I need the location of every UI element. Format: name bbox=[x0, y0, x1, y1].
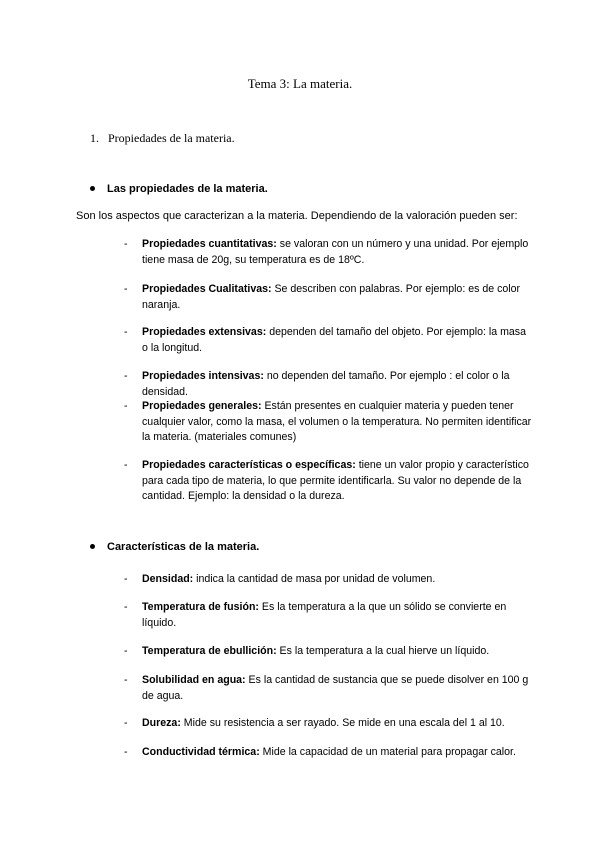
bullet-icon bbox=[90, 544, 95, 549]
item-desc: Se describen con palabras. Por ejemplo: es de color naranja. bbox=[142, 283, 521, 311]
item-term: Propiedades generales: bbox=[142, 400, 262, 412]
dash-marker: - bbox=[124, 459, 128, 471]
item-term: Propiedades Cualitativas: bbox=[142, 283, 272, 295]
dash-marker: - bbox=[124, 326, 128, 338]
item-term: Dureza: bbox=[142, 717, 181, 729]
item-desc: Mide la capacidad de un material para propagar calor. bbox=[259, 746, 516, 758]
item-desc: Es la temperatura a la cual hierve un líquido. bbox=[276, 645, 490, 657]
item-term: Propiedades intensivas: bbox=[142, 370, 264, 382]
section-heading-characteristics bbox=[90, 541, 259, 553]
dash-marker: - bbox=[124, 645, 128, 657]
bullet-icon bbox=[90, 186, 95, 191]
list-item bbox=[124, 325, 534, 356]
section-heading-properties bbox=[90, 183, 268, 195]
item-term: Propiedades características o específicas: bbox=[142, 459, 356, 471]
list-item bbox=[124, 237, 534, 268]
list-item bbox=[124, 644, 534, 660]
dash-marker: - bbox=[124, 573, 128, 585]
item-desc: Es la temperatura a la que un sólido se convierte en líquido. bbox=[142, 601, 507, 629]
dash-marker: - bbox=[124, 746, 128, 758]
section-heading-text: Características de la materia. bbox=[107, 541, 260, 553]
item-term: Propiedades extensivas: bbox=[142, 326, 267, 338]
list-item bbox=[124, 369, 534, 400]
dash-marker: - bbox=[124, 238, 128, 250]
item-term: Conductividad térmica: bbox=[142, 746, 260, 758]
list-item bbox=[124, 673, 534, 704]
item-desc: Mide su resistencia a ser rayado. Se mide en una escala del 1 al 10. bbox=[180, 717, 505, 729]
dash-marker: - bbox=[124, 283, 128, 295]
list-item bbox=[124, 745, 534, 761]
item-term: Temperatura de ebullición: bbox=[142, 645, 277, 657]
item-desc: tiene un valor propio y característico para cada tipo de materia, lo que permite identificarla. Su valor no depende de la cantidad. Ejemplo: la densidad o la dureza. bbox=[142, 459, 529, 502]
numbered-heading bbox=[90, 131, 235, 146]
list-item bbox=[124, 716, 534, 732]
list-item bbox=[124, 282, 534, 313]
item-desc: Es la cantidad de sustancia que se puede disolver en 100 g de agua. bbox=[142, 674, 529, 702]
heading-number: 1. bbox=[90, 131, 99, 145]
dash-marker: - bbox=[124, 601, 128, 613]
section-heading-text: Las propiedades de la materia. bbox=[107, 183, 268, 195]
list-item bbox=[124, 600, 534, 631]
page-title: Tema 3: La materia. bbox=[247, 76, 353, 91]
item-desc: se valoran con un número y una unidad. Por ejemplo tiene masa de 20g, su temperatura es de 18ºC. bbox=[142, 238, 529, 266]
list-item bbox=[124, 399, 534, 446]
item-desc: no dependen del tamaño. Por ejemplo : el color o la densidad. bbox=[142, 370, 510, 398]
list-item bbox=[124, 572, 534, 588]
item-desc: indica la cantidad de masa por unidad de volumen. bbox=[193, 573, 436, 585]
item-term: Solubilidad en agua: bbox=[142, 674, 246, 686]
dash-marker: - bbox=[124, 717, 128, 729]
list-item bbox=[124, 458, 534, 505]
dash-marker: - bbox=[124, 674, 128, 686]
item-term: Temperatura de fusión: bbox=[142, 601, 259, 613]
dash-marker: - bbox=[124, 400, 128, 412]
item-desc: dependen del tamaño del objeto. Por ejemplo: la masa o la longitud. bbox=[142, 326, 526, 354]
item-term: Propiedades cuantitativas: bbox=[142, 238, 277, 250]
dash-marker: - bbox=[124, 370, 128, 382]
heading-label: Propiedades de la materia. bbox=[108, 131, 235, 145]
intro-paragraph: Son los aspectos que caracterizan a la materia. Dependiendo de la valoración pueden ser: bbox=[76, 210, 518, 222]
item-desc: Están presentes en cualquier materia y pueden tener cualquier valor, como la masa, el volumen o la temperatura. No permiten identificar la materia. (materiales comunes) bbox=[142, 400, 532, 443]
item-term: Densidad: bbox=[142, 573, 194, 585]
